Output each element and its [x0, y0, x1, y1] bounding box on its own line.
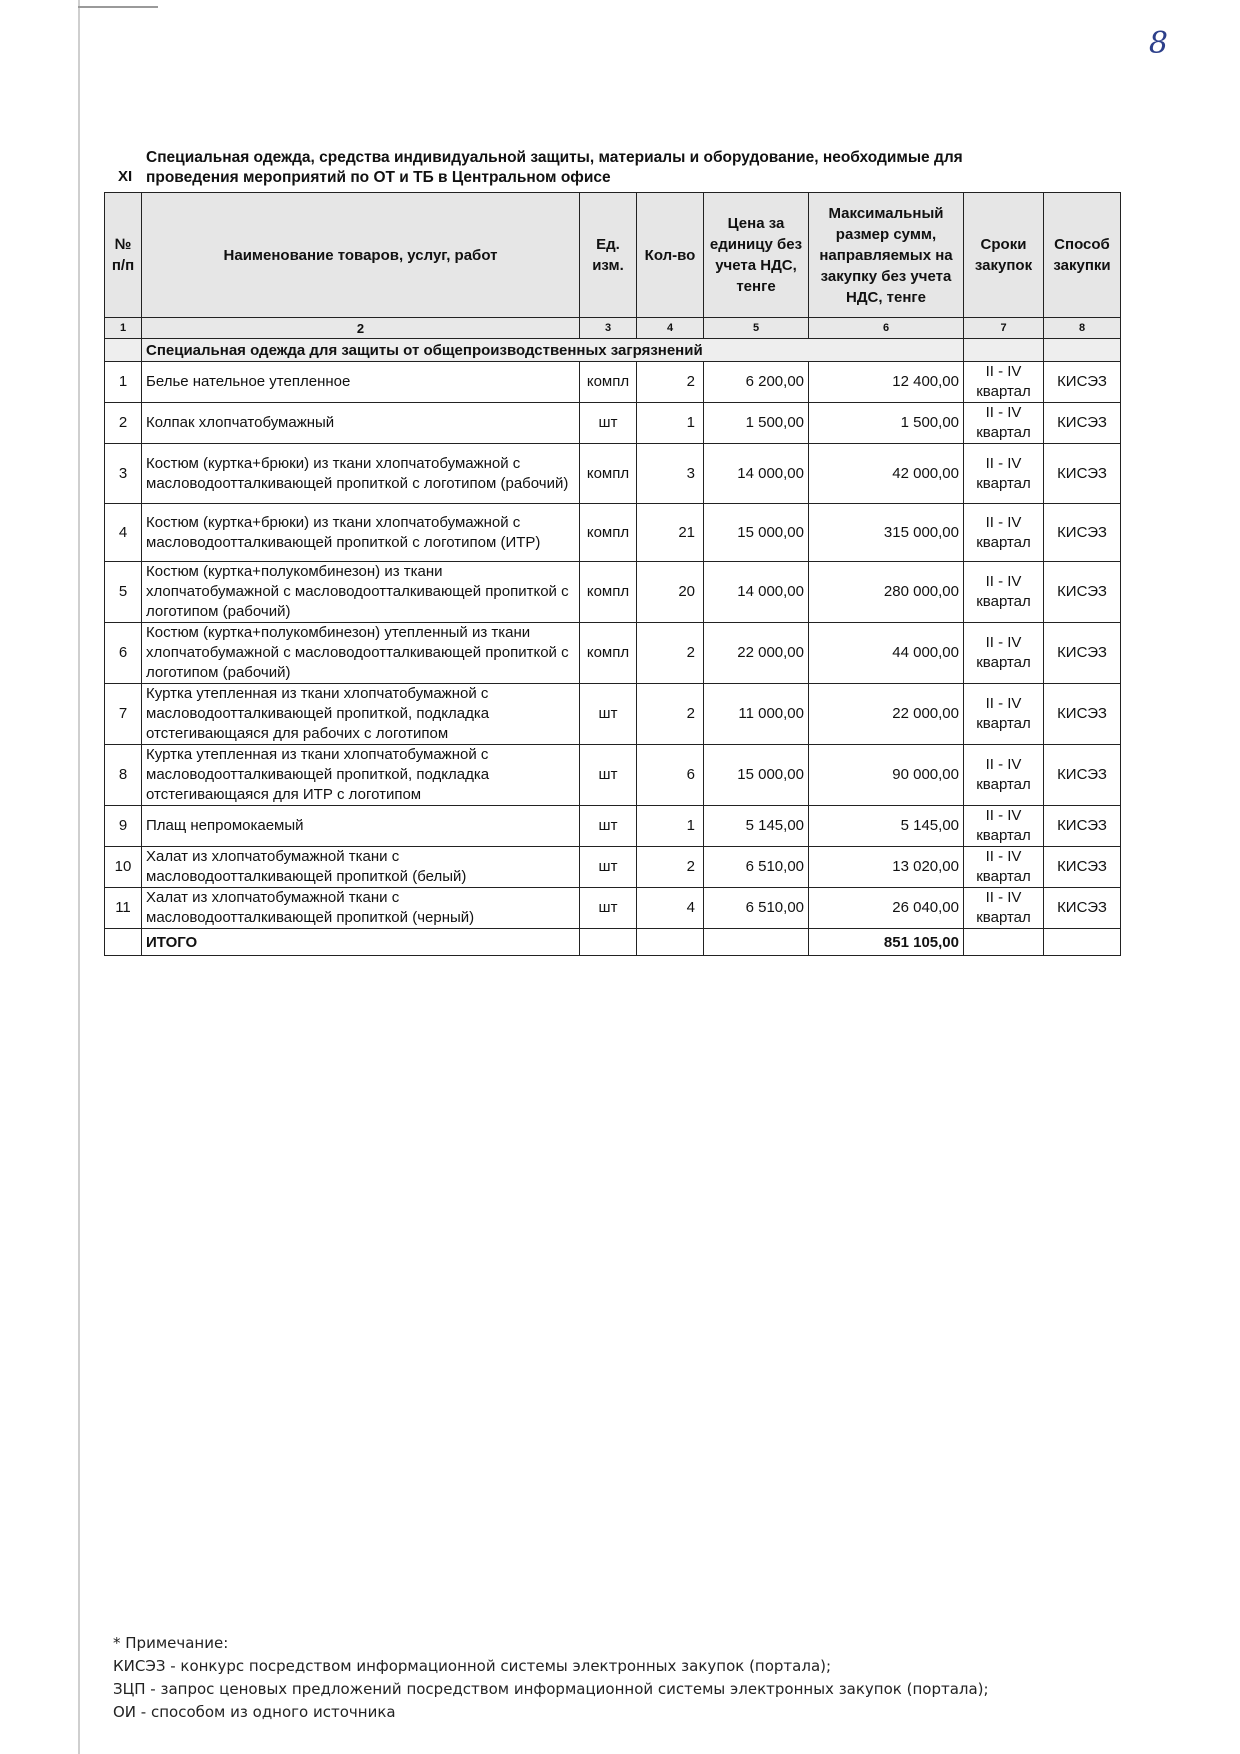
total-empty-cell: [1044, 929, 1121, 956]
purchase-period: II - IV квартал: [964, 806, 1044, 847]
row-number: 6: [105, 623, 142, 684]
total-amount: 13 020,00: [809, 847, 964, 888]
footnote-line: ЗЦП - запрос ценовых предложений посредством информационной системы электронных закупок (портала);: [113, 1680, 989, 1698]
quantity: 20: [637, 562, 704, 623]
row-number: 10: [105, 847, 142, 888]
purchase-method: КИСЭЗ: [1044, 745, 1121, 806]
unit-price: 6 200,00: [704, 362, 809, 403]
unit-price: 1 500,00: [704, 403, 809, 444]
footnote-line: * Примечание:: [113, 1634, 229, 1652]
total-empty-cell: [704, 929, 809, 956]
table-row: [105, 684, 1121, 745]
total-amount: 1 500,00: [809, 403, 964, 444]
section-title: Специальная одежда, средства индивидуальной защиты, материалы и оборудование, необходимые для проведения мероприятий по ОТ и ТБ в Центральном офисе: [146, 149, 963, 186]
item-name: Костюм (куртка+полукомбинезон) из ткани хлопчатобумажной с масловодоотталкивающей пропиткой с логотипом (рабочий): [142, 562, 580, 623]
total-amount: 315 000,00: [809, 504, 964, 562]
column-number: 5: [704, 318, 809, 339]
header-cell: Цена за единицу без учета НДС, тенге: [704, 193, 809, 318]
purchase-method: КИСЭЗ: [1044, 504, 1121, 562]
table-header-row: [105, 193, 1121, 318]
footnotes: [113, 1632, 989, 1724]
category-row: [105, 339, 1121, 362]
purchase-period: II - IV квартал: [964, 504, 1044, 562]
purchase-method: КИСЭЗ: [1044, 403, 1121, 444]
table-row: [105, 403, 1121, 444]
column-number: 1: [105, 318, 142, 339]
item-name: Плащ непромокаемый: [142, 806, 580, 847]
total-label: ИТОГО: [142, 929, 580, 956]
column-number: 7: [964, 318, 1044, 339]
item-name: Халат из хлопчатобумажной ткани с масловодоотталкивающей пропиткой (черный): [142, 888, 580, 929]
purchase-period: II - IV квартал: [964, 562, 1044, 623]
unit: компл: [580, 444, 637, 504]
header-cell: Максимальный размер сумм, направляемых на закупку без учета НДС, тенге: [809, 193, 964, 318]
purchase-method: КИСЭЗ: [1044, 623, 1121, 684]
quantity: 2: [637, 684, 704, 745]
row-number: 3: [105, 444, 142, 504]
table-row: [105, 745, 1121, 806]
table-row: [105, 362, 1121, 403]
item-name: Куртка утепленная из ткани хлопчатобумажной с масловодоотталкивающей пропиткой, подкладка отстегивающаяся для ИТР с логотипом: [142, 745, 580, 806]
scan-edge-top: [78, 6, 158, 8]
unit-price: 5 145,00: [704, 806, 809, 847]
unit-price: 15 000,00: [704, 745, 809, 806]
total-empty-cell: [580, 929, 637, 956]
row-number: 1: [105, 362, 142, 403]
unit: компл: [580, 504, 637, 562]
total-row: [105, 929, 1121, 956]
table-row: [105, 444, 1121, 504]
purchase-method: КИСЭЗ: [1044, 684, 1121, 745]
unit: шт: [580, 745, 637, 806]
purchase-method: КИСЭЗ: [1044, 562, 1121, 623]
total-amount: 42 000,00: [809, 444, 964, 504]
unit: шт: [580, 888, 637, 929]
purchase-method: КИСЭЗ: [1044, 362, 1121, 403]
procurement-table: [104, 192, 1121, 956]
row-number: 9: [105, 806, 142, 847]
table-row: [105, 562, 1121, 623]
item-name: Костюм (куртка+брюки) из ткани хлопчатобумажной с масловодоотталкивающей пропиткой с логотипом (рабочий): [142, 444, 580, 504]
quantity: 4: [637, 888, 704, 929]
purchase-method: КИСЭЗ: [1044, 847, 1121, 888]
total-empty-cell: [105, 929, 142, 956]
unit: компл: [580, 362, 637, 403]
footnote-line: ОИ - способом из одного источника: [113, 1703, 396, 1721]
category-cell-empty: [964, 339, 1044, 362]
row-number: 11: [105, 888, 142, 929]
table-row: [105, 504, 1121, 562]
row-number: 7: [105, 684, 142, 745]
item-name: Белье нательное утепленное: [142, 362, 580, 403]
table-row: [105, 806, 1121, 847]
unit-price: 6 510,00: [704, 847, 809, 888]
unit: шт: [580, 806, 637, 847]
column-number-row: [105, 318, 1121, 339]
purchase-period: II - IV квартал: [964, 623, 1044, 684]
row-number: 8: [105, 745, 142, 806]
quantity: 2: [637, 362, 704, 403]
header-cell: № п/п: [105, 193, 142, 318]
unit-price: 22 000,00: [704, 623, 809, 684]
purchase-period: II - IV квартал: [964, 684, 1044, 745]
purchase-period: II - IV квартал: [964, 362, 1044, 403]
header-cell: Кол-во: [637, 193, 704, 318]
unit: шт: [580, 684, 637, 745]
unit-price: 14 000,00: [704, 444, 809, 504]
quantity: 6: [637, 745, 704, 806]
purchase-period: II - IV квартал: [964, 888, 1044, 929]
total-value: 851 105,00: [809, 929, 964, 956]
header-cell: Ед. изм.: [580, 193, 637, 318]
row-number: 5: [105, 562, 142, 623]
unit-price: 11 000,00: [704, 684, 809, 745]
page-number: 8: [1148, 26, 1168, 61]
total-amount: 280 000,00: [809, 562, 964, 623]
unit: компл: [580, 623, 637, 684]
quantity: 2: [637, 623, 704, 684]
column-number: 4: [637, 318, 704, 339]
item-name: Колпак хлопчатобумажный: [142, 403, 580, 444]
total-amount: 5 145,00: [809, 806, 964, 847]
quantity: 1: [637, 806, 704, 847]
row-number: 4: [105, 504, 142, 562]
category-cell-empty: [1044, 339, 1121, 362]
unit: шт: [580, 403, 637, 444]
total-amount: 26 040,00: [809, 888, 964, 929]
purchase-method: КИСЭЗ: [1044, 444, 1121, 504]
unit: компл: [580, 562, 637, 623]
header-cell: Наименование товаров, услуг, работ: [142, 193, 580, 318]
unit: шт: [580, 847, 637, 888]
scan-edge: [78, 0, 80, 1754]
item-name: Костюм (куртка+брюки) из ткани хлопчатобумажной с масловодоотталкивающей пропиткой с логотипом (ИТР): [142, 504, 580, 562]
item-name: Халат из хлопчатобумажной ткани с масловодоотталкивающей пропиткой (белый): [142, 847, 580, 888]
item-name: Куртка утепленная из ткани хлопчатобумажной с масловодоотталкивающей пропиткой, подкладка отстегивающаяся для рабочих с логотипом: [142, 684, 580, 745]
header-cell: Способ закупки: [1044, 193, 1121, 318]
footnote-line: КИСЭЗ - конкурс посредством информационной системы электронных закупок (портала);: [113, 1657, 832, 1675]
row-number: 2: [105, 403, 142, 444]
total-amount: 12 400,00: [809, 362, 964, 403]
purchase-period: II - IV квартал: [964, 847, 1044, 888]
quantity: 2: [637, 847, 704, 888]
table-row: [105, 847, 1121, 888]
purchase-method: КИСЭЗ: [1044, 888, 1121, 929]
unit-price: 6 510,00: [704, 888, 809, 929]
table-row: [105, 623, 1121, 684]
column-number: 8: [1044, 318, 1121, 339]
total-amount: 90 000,00: [809, 745, 964, 806]
quantity: 3: [637, 444, 704, 504]
column-number: 3: [580, 318, 637, 339]
purchase-period: II - IV квартал: [964, 444, 1044, 504]
category-cell-empty: [105, 339, 142, 362]
total-amount: 22 000,00: [809, 684, 964, 745]
purchase-period: II - IV квартал: [964, 403, 1044, 444]
total-empty-cell: [964, 929, 1044, 956]
item-name: Костюм (куртка+полукомбинезон) утепленный из ткани хлопчатобумажной с масловодоотталкивающей пропиткой с логотипом (рабочий): [142, 623, 580, 684]
unit-price: 15 000,00: [704, 504, 809, 562]
quantity: 21: [637, 504, 704, 562]
total-empty-cell: [637, 929, 704, 956]
column-number: 6: [809, 318, 964, 339]
purchase-period: II - IV квартал: [964, 745, 1044, 806]
section-number: XI: [118, 168, 133, 185]
purchase-method: КИСЭЗ: [1044, 806, 1121, 847]
category-label: Специальная одежда для защиты от общепроизводственных загрязнений: [142, 339, 964, 362]
column-number: 2: [142, 318, 580, 339]
unit-price: 14 000,00: [704, 562, 809, 623]
header-cell: Сроки закупок: [964, 193, 1044, 318]
table-row: [105, 888, 1121, 929]
total-amount: 44 000,00: [809, 623, 964, 684]
quantity: 1: [637, 403, 704, 444]
